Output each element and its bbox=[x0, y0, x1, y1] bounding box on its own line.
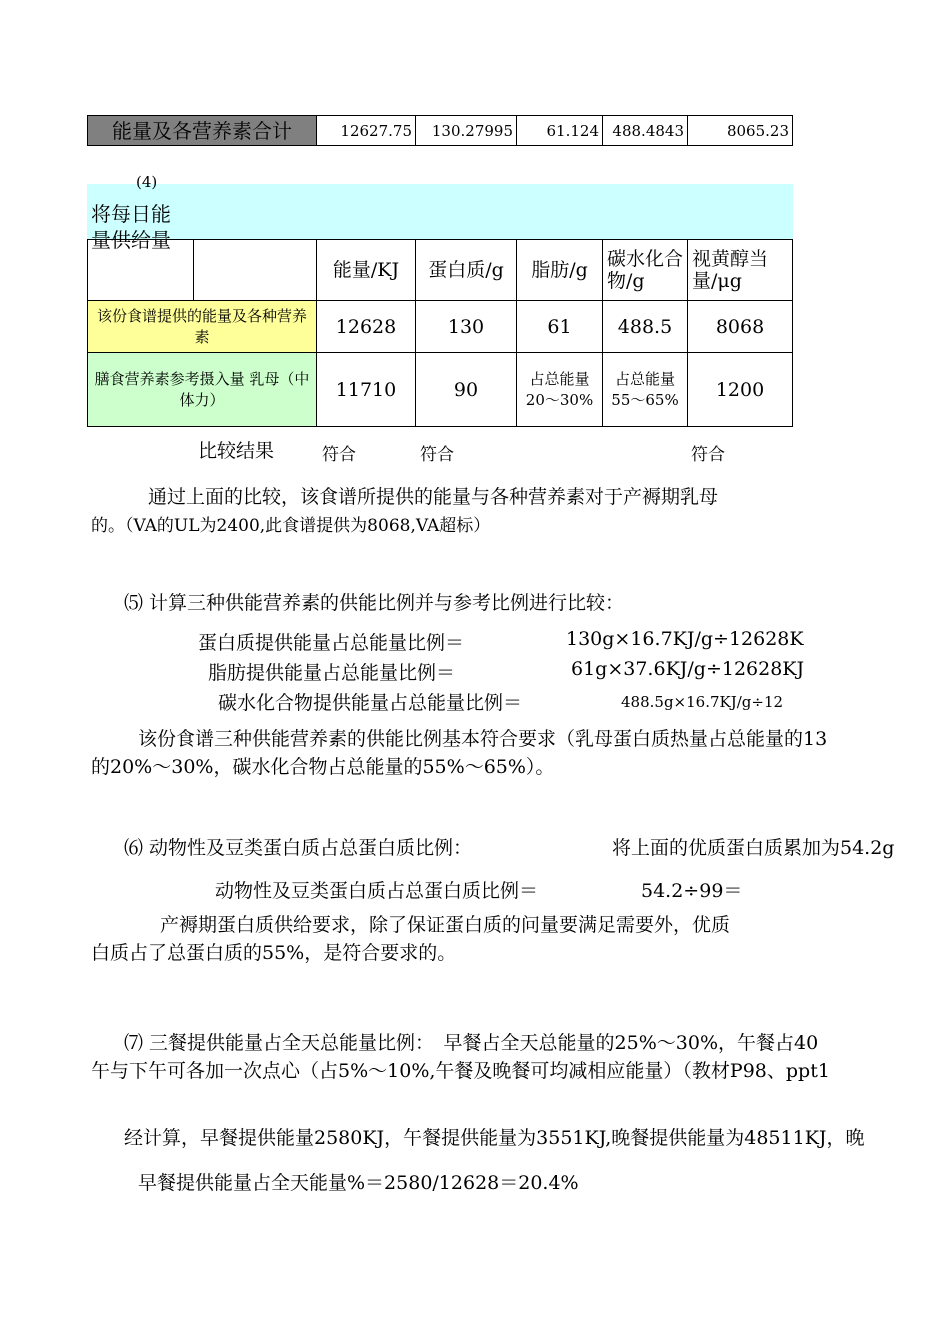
section7-heading-line2: 午与下午可各加一次点心（占5%～10%,午餐及晚餐可均减相应能量）（教材P98、ppt1 bbox=[91, 1060, 830, 1082]
table-empty-cell-2 bbox=[193, 239, 317, 301]
row2-energy: 11710 bbox=[316, 352, 416, 427]
row1-protein: 130 bbox=[415, 300, 517, 353]
section7-calc-line: 经计算，早餐提供能量2580KJ，午餐提供能量为3551KJ,晚餐提供能量为48511KJ，晚 bbox=[124, 1127, 865, 1149]
section4-header-band bbox=[87, 184, 793, 240]
header-vitamin-a: 视黄醇当量/μg bbox=[687, 239, 793, 301]
header-energy: 能量/KJ bbox=[316, 239, 416, 301]
row1-vitamin-a: 8068 bbox=[687, 300, 793, 353]
protein-ratio-label: 蛋白质提供能量占总能量比例＝ bbox=[198, 632, 465, 654]
section7-heading-line1: ⑺ 三餐提供能量占全天总能量比例： 早餐占全天总能量的25%～30%，午餐占40 bbox=[124, 1032, 819, 1054]
table-empty-cell-1 bbox=[87, 239, 194, 301]
row2-carb: 占总能量55～65% bbox=[602, 352, 688, 427]
row1-energy: 12628 bbox=[316, 300, 416, 353]
totals-vitamin-a: 8065.23 bbox=[687, 115, 793, 146]
section6-heading: ⑹ 动物性及豆类蛋白质占总蛋白质比例： bbox=[124, 837, 473, 859]
carb-ratio-calc: 488.5g×16.7KJ/g÷12 bbox=[621, 693, 784, 711]
section6-text-line2: 白质占了总蛋白质的55%，是符合要求的。 bbox=[91, 942, 457, 964]
section4-title-line2: 量供给量 bbox=[91, 228, 171, 252]
totals-protein: 130.27995 bbox=[415, 115, 517, 146]
carb-ratio-label: 碳水化合物提供能量占总能量比例＝ bbox=[218, 692, 523, 714]
row2-vitamin-a: 1200 bbox=[687, 352, 793, 427]
totals-fat: 61.124 bbox=[516, 115, 603, 146]
section4-number: (4) bbox=[136, 173, 158, 191]
compare-protein: 符合 bbox=[420, 445, 454, 465]
compare-energy: 符合 bbox=[322, 445, 356, 465]
fat-ratio-label: 脂肪提供能量占总能量比例＝ bbox=[208, 662, 456, 684]
row2-fat: 占总能量20～30% bbox=[516, 352, 603, 427]
row1-label: 该份食谱提供的能量及各种营养素 bbox=[87, 300, 317, 353]
section5-heading: ⑸ 计算三种供能营养素的供能比例并与参考比例进行比较： bbox=[124, 592, 625, 614]
header-fat: 脂肪/g bbox=[516, 239, 603, 301]
protein-ratio-calc: 130g×16.7KJ/g÷12628K bbox=[566, 628, 804, 650]
section4-conclusion-line2: 的。（VA的UL为2400,此食谱提供为8068,VA超标） bbox=[91, 516, 491, 536]
section5-summary-line2: 的20%～30%，碳水化合物占总能量的55%～65%）。 bbox=[91, 756, 555, 778]
section5-summary-line1: 该份食谱三种供能营养素的供能比例基本符合要求（乳母蛋白质热量占总能量的13 bbox=[138, 728, 828, 750]
totals-carb: 488.4843 bbox=[602, 115, 688, 146]
section6-calc-value: 54.2÷99＝ bbox=[641, 880, 743, 902]
compare-label: 比较结果 bbox=[198, 440, 275, 462]
row2-label: 膳食营养素参考摄入量 乳母（中体力） bbox=[87, 352, 317, 427]
row1-fat: 61 bbox=[516, 300, 603, 353]
section6-heading-note: 将上面的优质蛋白质累加为54.2g bbox=[612, 837, 895, 859]
fat-ratio-calc: 61g×37.6KJ/g÷12628KJ bbox=[571, 658, 805, 680]
section6-text-line1: 产褥期蛋白质供给要求，除了保证蛋白质的问量要满足需要外，优质 bbox=[160, 914, 731, 936]
section4-conclusion-line1: 通过上面的比较，该食谱所提供的能量与各种营养素对于产褥期乳母 bbox=[148, 486, 719, 508]
row1-carb: 488.5 bbox=[602, 300, 688, 353]
totals-label: 能量及各营养素合计 bbox=[87, 115, 317, 146]
row2-protein: 90 bbox=[415, 352, 517, 427]
section4-title-line1: 将每日能 bbox=[91, 202, 171, 226]
header-carb: 碳水化合物/g bbox=[602, 239, 688, 301]
compare-vitamin-a: 符合 bbox=[691, 445, 725, 465]
totals-energy: 12627.75 bbox=[316, 115, 416, 146]
header-protein: 蛋白质/g bbox=[415, 239, 517, 301]
section7-breakfast-line: 早餐提供能量占全天能量%＝2580/12628＝20.4% bbox=[138, 1172, 579, 1194]
section6-calc-label: 动物性及豆类蛋白质占总蛋白质比例＝ bbox=[215, 880, 539, 902]
